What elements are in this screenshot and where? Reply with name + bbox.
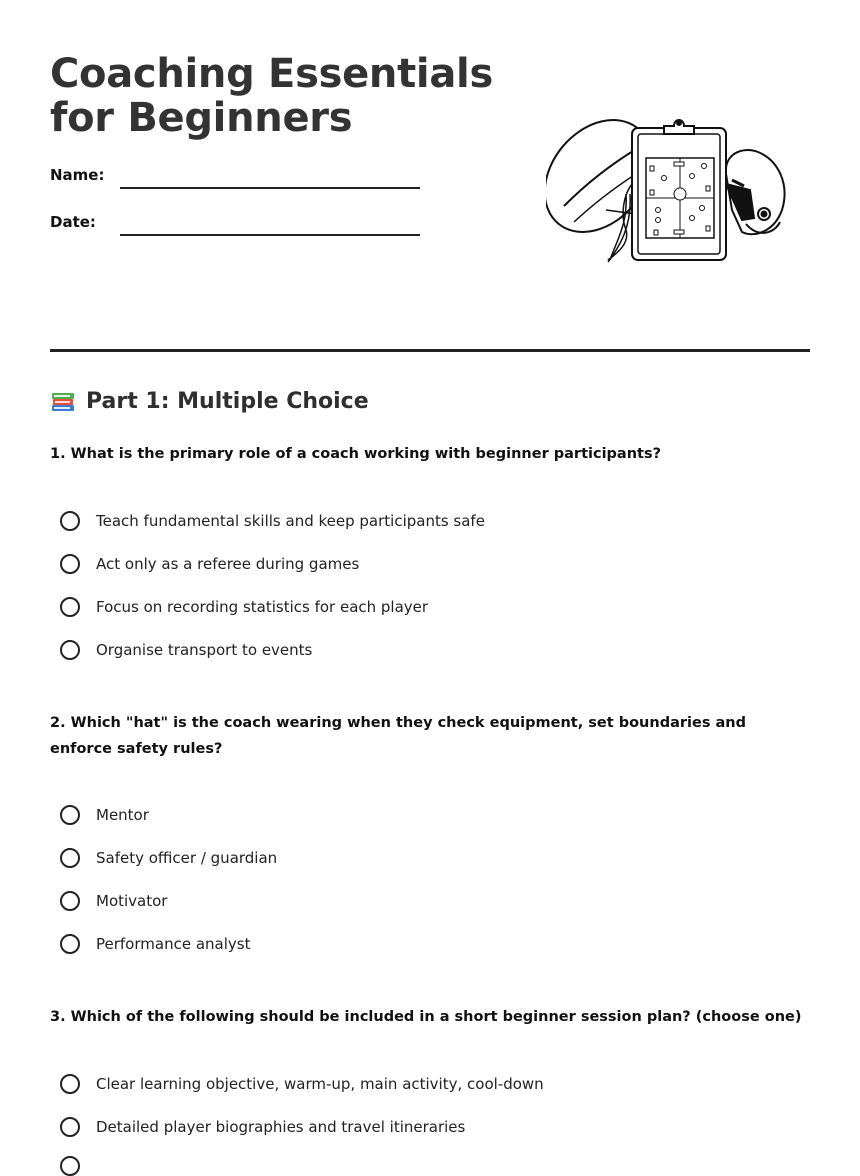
name-label: Name: [50,166,105,184]
radio-button[interactable] [60,597,80,617]
option-label: Teach fundamental skills and keep participants safe [96,512,485,530]
name-field[interactable] [120,187,420,189]
option-label: Performance analyst [96,935,251,953]
option-label: Safety officer / guardian [96,849,278,867]
date-field[interactable] [120,234,420,236]
option-label: Clear learning objective, warm-up, main activity, cool-down [96,1075,544,1093]
coaching-illustration [546,114,790,266]
question-1-text: 1. What is the primary role of a coach working with beginner participants? [50,446,662,462]
question-3-option-2[interactable] [60,1117,465,1137]
option-label: Act only as a referee during games [96,555,360,573]
radio-button[interactable] [60,805,80,825]
question-2-option-2[interactable] [60,848,277,868]
option-label: Motivator [96,892,168,910]
helmet-icon [726,150,785,234]
books-icon [50,388,76,414]
question-1-option-1[interactable] [60,511,485,531]
question-1-option-3[interactable] [60,597,428,617]
option-label: Mentor [96,806,149,824]
option-label: Organise transport to events [96,641,313,659]
question-2-option-3[interactable] [60,891,167,911]
date-label: Date: [50,213,96,231]
radio-button[interactable] [60,934,80,954]
question-1-option-2[interactable] [60,554,359,574]
radio-button[interactable] [60,1074,80,1094]
question-2-option-1[interactable] [60,805,149,825]
part1-heading-text: Part 1: Multiple Choice [86,388,369,414]
question-2-text: 2. Which "hat" is the coach wearing when they check equipment, set boundaries and enforce safety rules? [50,715,746,757]
radio-button[interactable] [60,848,80,868]
radio-button[interactable] [60,1117,80,1137]
section-divider [50,349,810,352]
question-3-option-1[interactable] [60,1074,544,1094]
question-3-text: 3. Which of the following should be included in a short beginner session plan? (choose one) [50,1009,802,1025]
option-label: Focus on recording statistics for each player [96,598,429,616]
question-1-option-4[interactable] [60,640,312,660]
radio-button[interactable] [60,640,80,660]
part1-heading [50,388,369,414]
worksheet-title: Coaching Essentials for Beginners [50,51,493,141]
clipboard-icon [632,120,726,260]
radio-button[interactable] [60,511,80,531]
question-3-option-3-partial[interactable] [60,1156,96,1176]
option-label: Detailed player biographies and travel itineraries [96,1118,466,1136]
radio-button[interactable] [60,554,80,574]
radio-button[interactable] [60,891,80,911]
radio-button[interactable] [60,1156,80,1176]
question-2-option-4[interactable] [60,934,250,954]
